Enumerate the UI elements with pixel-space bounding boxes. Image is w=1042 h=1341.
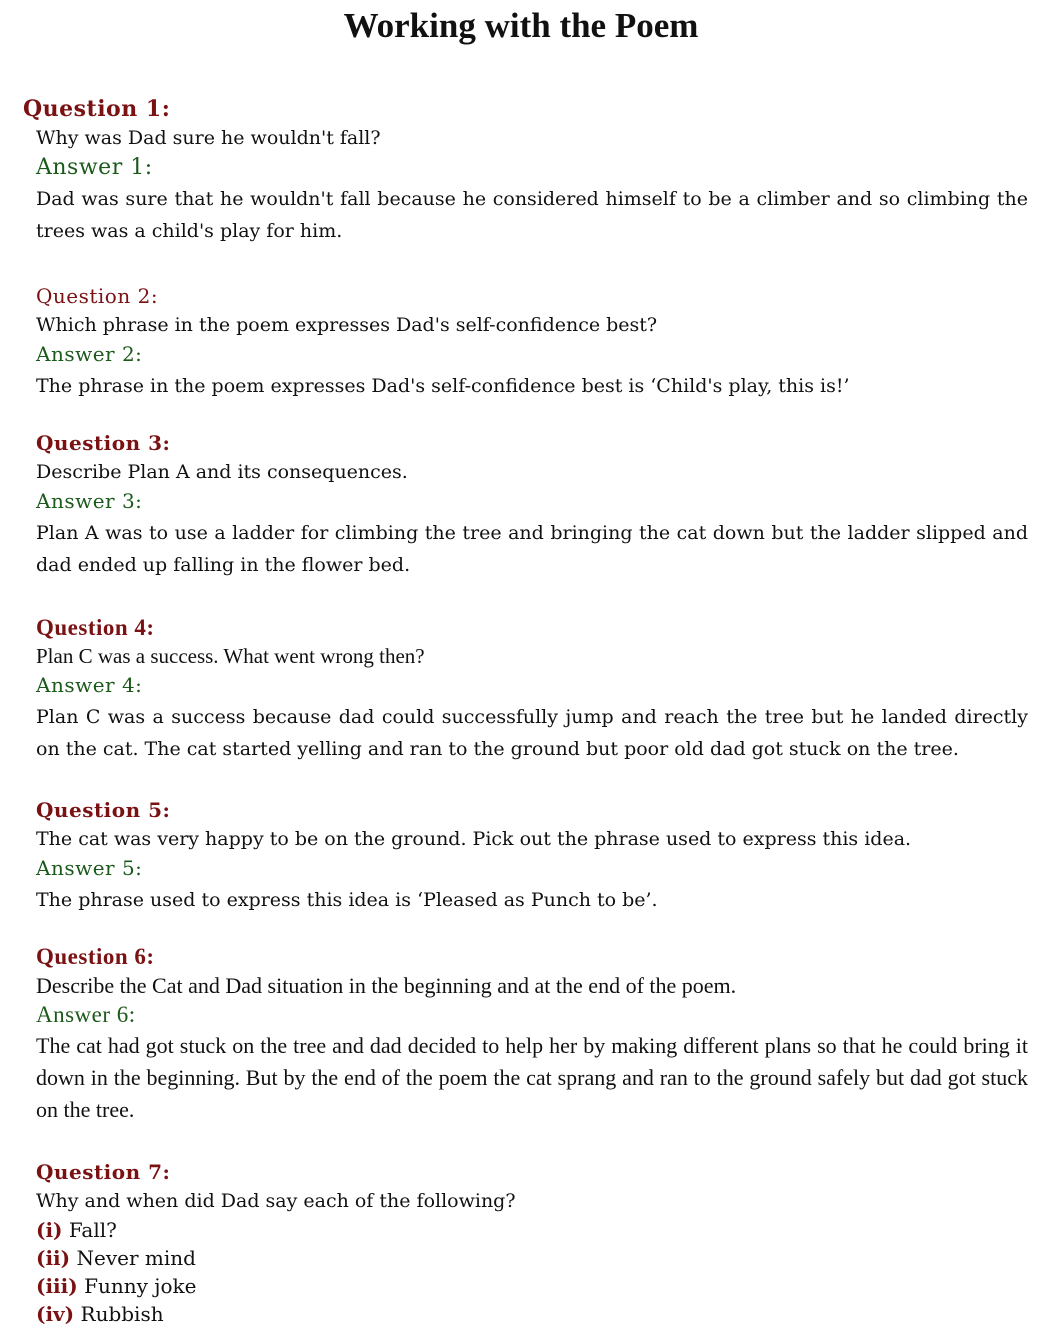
question-label: Question 3: <box>36 431 171 455</box>
answer-label: Answer 4: <box>36 673 143 697</box>
question-label: Question 5: <box>36 798 171 822</box>
answer-text: Plan A was to use a ladder for climbing the tree and bringing the cat down but the ladder slipped and dad ended up falling in the flower bed. <box>36 522 1028 576</box>
question-label: Question 1: <box>23 96 171 122</box>
option-text: Funny joke <box>84 1274 197 1298</box>
option-item <box>36 1272 1028 1300</box>
question-label: Question 6: <box>36 944 155 969</box>
answer-label: Answer 6: <box>36 1002 136 1027</box>
answer-label: Answer 3: <box>36 489 143 513</box>
qa-block-6 <box>36 942 1028 1126</box>
answer-label: Answer 1: <box>36 155 153 180</box>
question-text: Plan C was a success. What went wrong then? <box>36 644 425 668</box>
option-text: Rubbish <box>80 1302 164 1326</box>
answer-text: The phrase used to express this idea is ‘Pleased as Punch to be’. <box>36 889 658 911</box>
answer-text: The cat had got stuck on the tree and dad decided to help her by making different plans so that he could bring it down in the beginning. But by the end of the poem the cat sprang and ran to the ground safely but dad got stuck on the tree. <box>36 1033 1028 1122</box>
option-number: (iii) <box>36 1274 78 1298</box>
question-text: Which phrase in the poem expresses Dad's self-confidence best? <box>36 314 658 336</box>
option-item <box>36 1216 1028 1244</box>
qa-block-2 <box>36 282 1028 402</box>
question-text: The cat was very happy to be on the ground. Pick out the phrase used to express this idea. <box>36 828 912 850</box>
answer-text: Dad was sure that he wouldn't fall because he considered himself to be a climber and so climbing the trees was a child's play for him. <box>36 188 1028 242</box>
answer-text: The phrase in the poem expresses Dad's self-confidence best is ‘Child's play, this is!’ <box>36 375 850 397</box>
qa-block-7 <box>36 1158 1028 1328</box>
option-item <box>36 1300 1028 1328</box>
answer-text: Plan C was a success because dad could successfully jump and reach the tree but he landed directly on the cat. The cat started yelling and ran to the ground but poor old dad got stuck on the tree. <box>36 706 1028 760</box>
qa-block-4 <box>36 613 1028 765</box>
question-label: Question 4: <box>36 615 155 640</box>
question-label: Question 7: <box>36 1160 171 1184</box>
option-number: (i) <box>36 1218 63 1242</box>
option-text: Never mind <box>76 1246 196 1270</box>
option-item <box>36 1244 1028 1272</box>
option-text: Fall? <box>68 1218 117 1242</box>
page-title: Working with the Poem <box>343 6 699 45</box>
question-text: Why and when did Dad say each of the following? <box>36 1190 516 1212</box>
qa-block-1 <box>23 95 1028 247</box>
option-number: (iv) <box>36 1302 75 1326</box>
answer-label: Answer 2: <box>36 342 143 366</box>
qa-block-3 <box>36 429 1028 581</box>
option-number: (ii) <box>36 1246 71 1270</box>
question-text: Describe Plan A and its consequences. <box>36 461 408 483</box>
question-text: Why was Dad sure he wouldn't fall? <box>36 127 381 149</box>
answer-label: Answer 5: <box>36 856 143 880</box>
question-label: Question 2: <box>36 284 159 308</box>
qa-block-5 <box>36 796 1028 916</box>
question-text: Describe the Cat and Dad situation in the beginning and at the end of the poem. <box>36 973 737 998</box>
